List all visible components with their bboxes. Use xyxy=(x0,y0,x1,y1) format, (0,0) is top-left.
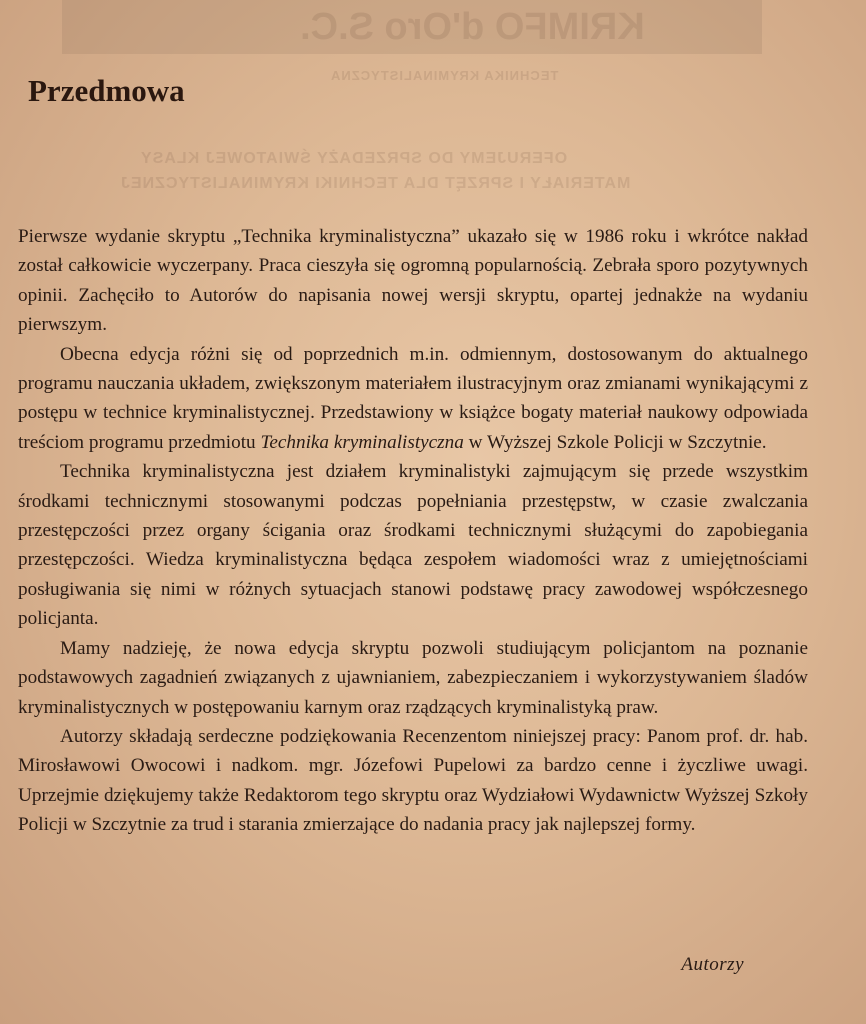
page-title: Przedmowa xyxy=(28,73,185,108)
bleed-through-line: MATERIAŁY I SPRZĘT DLA TECHNIKI KRYMINALISTYCZNEJ xyxy=(120,175,631,192)
paragraph-3: Technika kryminalistyczna jest działem kryminalistyki zajmującym się przede wszystkim środkami technicznymi stosowanymi podczas popełniania przestępstw, w czasie zwalczania przestępczości przez organy ścigania oraz środkami technicznymi służącymi do zapobiegania przestępczości. Wiedza kryminalistyczna będąca zespołem wiadomości wraz z umiejętnościami posługiwania się nimi w różnych sytuacjach stanowi podstawę pracy zawodowej współczesnego policjanta. xyxy=(18,461,808,630)
bleed-through-subtitle: TECHNIKA KRYMINALISTYCZNA xyxy=(330,68,559,83)
paragraph-2-italic-title: Technika kryminalistyczna xyxy=(260,431,464,453)
signature: Autorzy xyxy=(681,954,744,975)
preface-body xyxy=(18,222,808,840)
paragraph-2-text-before: Obecna edycja różni się od poprzednich m.in. odmiennym, dostosowanym do aktualnego programu nauczania układem, zwiększonym materiałem ilustracyjnym oraz zmianami wynikającymi z postępu w technice kryminalistycznej. Przedstawiony w książce bogaty materiał naukowy odpowiada treściom programu przedmiotu xyxy=(18,343,808,453)
paragraph-2 xyxy=(18,340,808,458)
paragraph-5: Autorzy składają serdeczne podziękowania Recenzentom niniejszej pracy: Panom prof. dr. hab. Mirosławowi Owocowi i nadkom. mgr. Józefowi Pupelowi za bardzo cenne i życzliwe uwagi. Uprzejmie dziękujemy także Redaktorom tego skryptu oraz Wydziałowi Wydawnictw Wyższej Szkoły Policji w Szczytnie za trud i starania zmierzające do nadania pracy jak najlepszej formy. xyxy=(18,725,808,836)
bleed-through-logo-text: KRIMFO d'Oro S.C. xyxy=(300,6,645,48)
bleed-through-line: OFERUJEMY DO SPRZEDAŻY ŚWIATOWEJ KLASY xyxy=(140,150,568,167)
paragraph-2-text-after: w Wyższej Szkole Policji w Szczytnie. xyxy=(463,431,767,453)
paragraph-4: Mamy nadzieję, że nowa edycja skryptu pozwoli studiującym policjantom na poznanie podstawowych zagadnień związanych z ujawnianiem, zabezpieczaniem i wykorzystywaniem śladów kryminalistycznych w postępowaniu karnym oraz rządzących kryminalistyką praw. xyxy=(18,637,808,718)
paragraph-1: Pierwsze wydanie skryptu „Technika kryminalistyczna” ukazało się w 1986 roku i wkrótce nakład został całkowicie wyczerpany. Praca cieszyła się ogromną popularnością. Zebrała sporo pozytywnych opinii. Zachęciło to Autorów do napisania nowej wersji skryptu, opartej jednakże na wydaniu pierwszym. xyxy=(18,226,808,336)
